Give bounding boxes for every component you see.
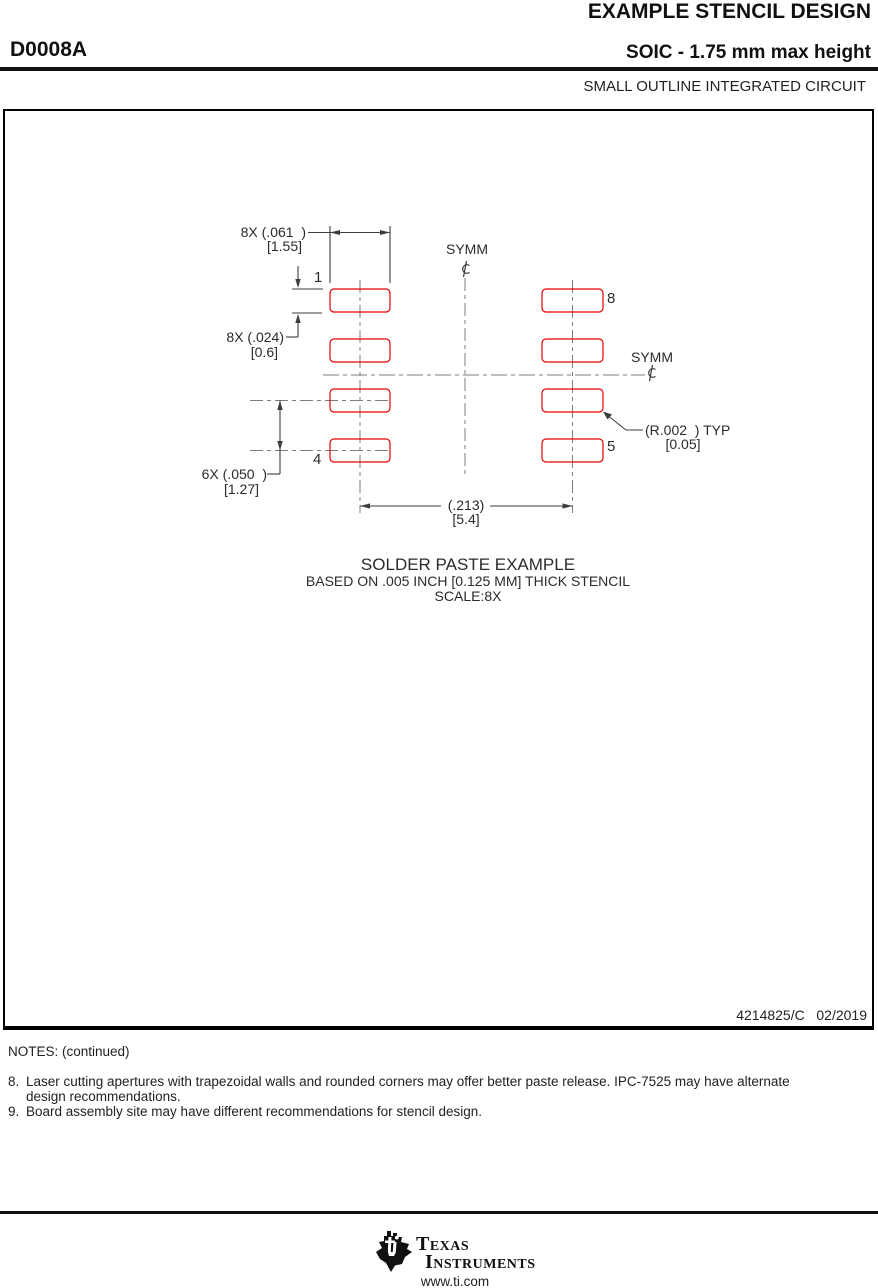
note-text: Board assembly site may have different recommendations for stencil design. bbox=[26, 1104, 482, 1119]
caption-title: SOLDER PASTE EXAMPLE bbox=[360, 555, 576, 574]
note-item-8 bbox=[8, 1074, 864, 1104]
caption-stencil-note: BASED ON .005 INCH [0.125 MM] THICK STENCIL bbox=[305, 573, 631, 589]
note-number: 9. bbox=[8, 1104, 20, 1119]
dim-pad-height-value: 8X (.024) bbox=[226, 329, 284, 345]
part-number: D0008A bbox=[10, 38, 88, 61]
footer-rule bbox=[0, 1211, 878, 1214]
brand-texas: Texas bbox=[416, 1233, 470, 1255]
page-title: EXAMPLE STENCIL DESIGN bbox=[587, 0, 871, 23]
dim-pad-width-value: 8X (.061 ) bbox=[240, 224, 306, 240]
note-text: Laser cutting apertures with trapezoidal walls and rounded corners may offer better paste release. IPC-7525 may have alternate design recommendations. bbox=[26, 1074, 790, 1104]
note-number: 8. bbox=[8, 1074, 20, 1089]
header-rule bbox=[0, 67, 878, 71]
website-link[interactable]: www.ti.com bbox=[420, 1274, 490, 1288]
dim-pitch-mm: [1.27] bbox=[223, 481, 259, 497]
dim-pad-width-mm: [1.55] bbox=[266, 238, 302, 254]
dim-span-mm: [5.4] bbox=[452, 511, 480, 527]
pin-4-label: 4 bbox=[313, 451, 322, 468]
note-item-9 bbox=[8, 1104, 864, 1119]
dim-pitch-value: 6X (.050 ) bbox=[201, 466, 267, 482]
notes-heading: NOTES: (continued) bbox=[8, 1044, 130, 1059]
pin-5-label: 5 bbox=[607, 438, 616, 455]
package-category: SMALL OUTLINE INTEGRATED CIRCUIT bbox=[583, 78, 866, 95]
pin-8-label: 8 bbox=[607, 290, 616, 307]
package-subtitle: SOIC - 1.75 mm max height bbox=[626, 42, 871, 63]
dim-pad-height-mm: [0.6] bbox=[250, 344, 278, 360]
radius-note-mm: [0.05] bbox=[665, 436, 701, 452]
symm-label-right: SYMM bbox=[631, 349, 673, 365]
doc-number: 4214825/C 02/2019 bbox=[736, 1007, 867, 1023]
notes-list bbox=[8, 1074, 864, 1119]
drawing-caption bbox=[168, 555, 768, 604]
pin-1-label: 1 bbox=[314, 269, 323, 286]
caption-scale: SCALE:8X bbox=[434, 588, 502, 604]
dim-span-value: (.213) bbox=[447, 497, 485, 513]
radius-note-value: (R.002 ) TYP bbox=[645, 422, 731, 438]
brand-instruments: Instruments bbox=[425, 1251, 536, 1273]
symm-label-top: SYMM bbox=[446, 241, 488, 257]
ti-logo-icon bbox=[374, 1230, 414, 1273]
